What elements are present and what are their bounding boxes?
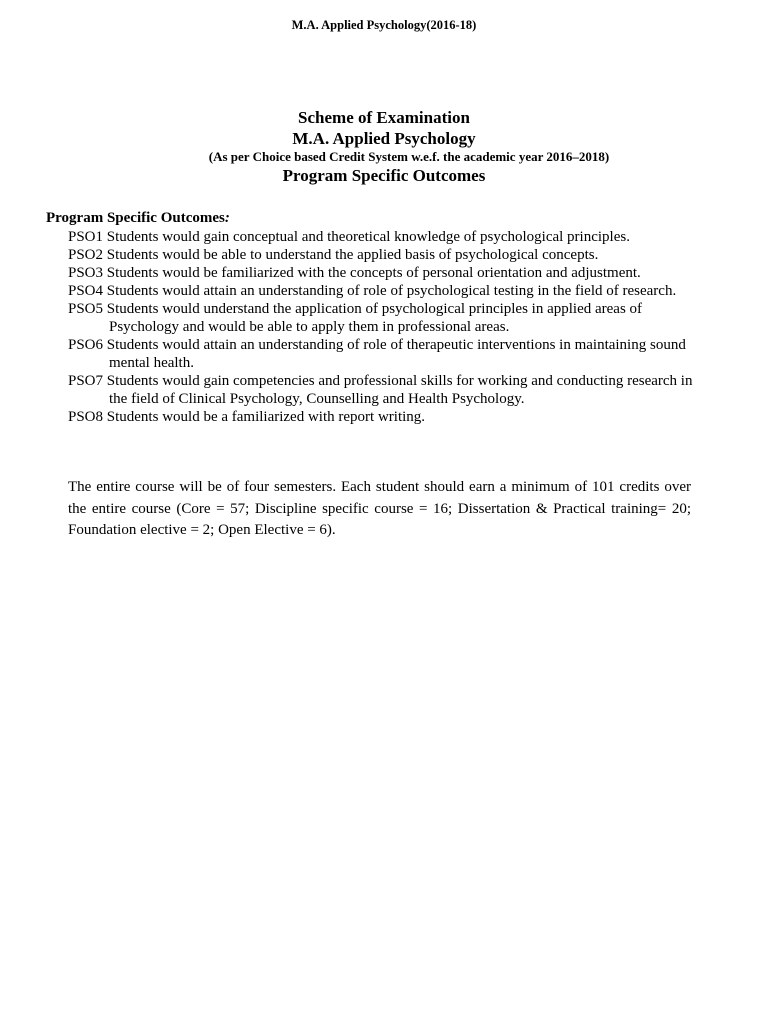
- pso-item-8: PSO8 Students would be a familiarized with report writing.: [68, 409, 426, 425]
- pso-item-3: PSO3 Students would be familiarized with the concepts of personal orientation and adjustment.: [68, 265, 641, 281]
- pso-item-2: PSO2 Students would be able to understand the applied basis of psychological concepts.: [68, 247, 599, 263]
- running-header: M.A. Applied Psychology(2016-18): [291, 18, 477, 32]
- outcomes-title: Program Specific Outcomes: [282, 166, 486, 185]
- pso-item-5: PSO5 Students would understand the application of psychological principles in applied areas of Psychology and would be able to apply them in professional areas.: [68, 301, 643, 335]
- pso-item-1: PSO1 Students would gain conceptual and theoretical knowledge of psychological principles.: [68, 229, 630, 245]
- pso-list: [46, 228, 706, 426]
- credit-system-subtitle: (As per Choice based Credit System w.e.f. the academic year 2016–2018): [208, 149, 610, 164]
- section-heading-colon: :: [224, 210, 230, 226]
- section-heading-text: Program Specific Outcomes: [46, 210, 225, 226]
- program-title: M.A. Applied Psychology: [292, 129, 476, 148]
- title-block: [0, 107, 768, 186]
- pso-item-4: PSO4 Students would attain an understanding of role of psychological testing in the field of research.: [68, 283, 677, 299]
- pso-item-6: PSO6 Students would attain an understanding of role of therapeutic interventions in maintaining sound mental health.: [68, 337, 686, 371]
- pso-item-7: PSO7 Students would gain competencies and professional skills for working and conducting research in the field of Clinical Psychology, Counselling and Health Psychology.: [68, 373, 693, 407]
- pso-section: [46, 209, 706, 426]
- section-heading: [46, 209, 706, 228]
- scheme-title: Scheme of Examination: [298, 108, 470, 127]
- course-credits-paragraph: The entire course will be of four semesters. Each student should earn a minimum of 101 credits over the entire course (Core = 57; Discipline specific course = 16; Dissertation & Practical training= 20; Foundation elective = 2; Open Elective = 6).: [68, 479, 691, 538]
